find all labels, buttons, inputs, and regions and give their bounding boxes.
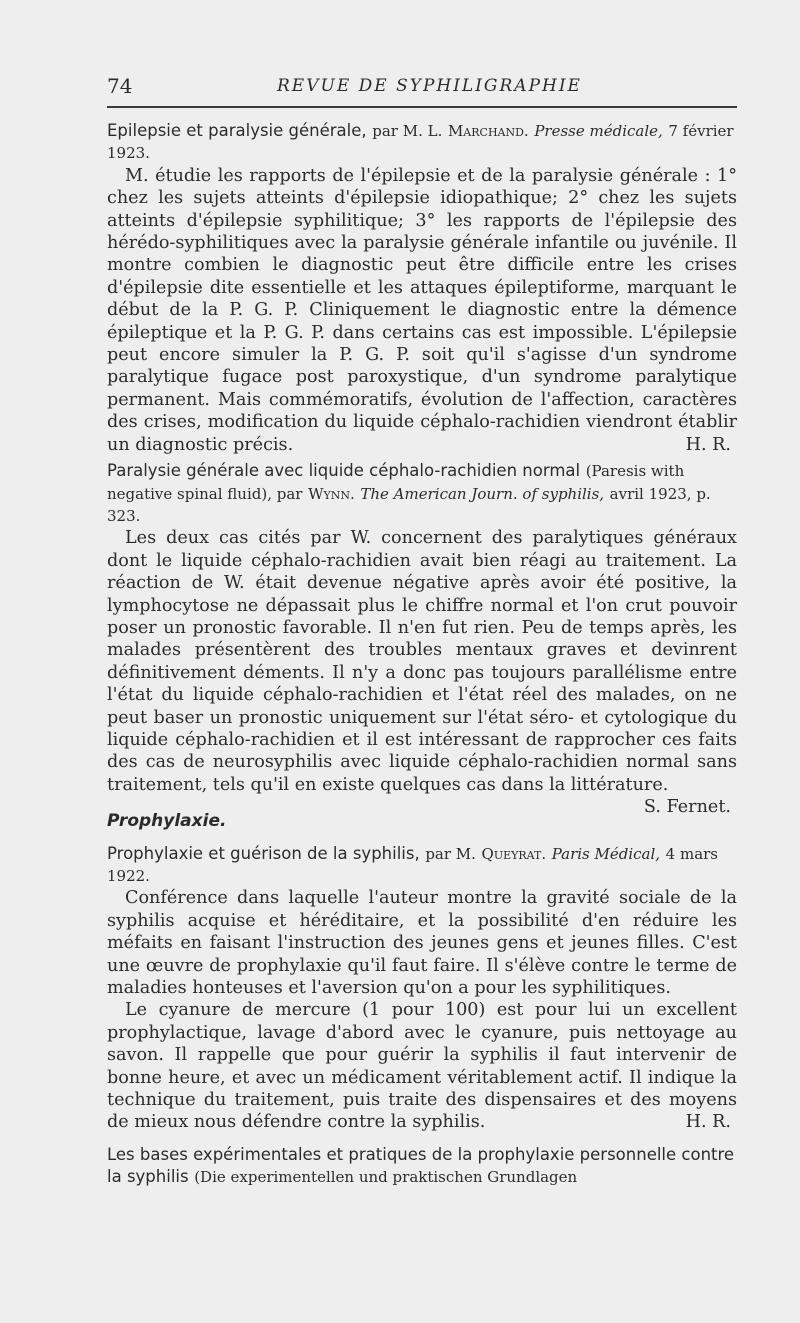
abstract-entry	[107, 1144, 737, 1189]
entry-signature: H. R.	[685, 434, 731, 455]
entry-paragraph	[107, 527, 737, 818]
page-number: 74	[107, 74, 133, 98]
entry-paragraph	[107, 999, 737, 1133]
entry-paragraph	[107, 165, 737, 456]
entry-author: Queyrat.	[481, 844, 547, 863]
page-body	[107, 120, 737, 1193]
abstract-entry	[107, 120, 737, 456]
entry-by: par M. L.	[372, 122, 443, 140]
entry-heading	[107, 460, 737, 527]
entry-heading	[107, 1144, 737, 1189]
paragraph-text: Les deux cas cités par W. concernent des paralytiques généraux dont le liquide céphalo-rachidien avait bien réagi au traitement. La réaction de W. était devenue négative après avoir été positive, la lymphocytose ne dépassait plus le chiffre normal et l'on crut pouvoir poser un pronostic favorable. Il n'en fut rien. Peu de temps après, les malades présentèrent des troubles mentaux graves et devinrent définitivement déments. Il n'y a donc pas toujours parallélisme entre l'état du liquide céphalo-rachidien et l'état réel des malades, on ne peut baser un pronostic uniquement sur l'état séro- et cytologique du liquide céphalo-rachidien et il est intéressant de rapprocher ces faits des cas de neurosyphilis avec liquide céphalo-rachidien normal sans traitement, tels qu'il en existe quelques cas dans la littérature.	[107, 528, 737, 795]
entry-author: Marchand.	[447, 122, 529, 140]
entry-title: Paralysie générale avec liquide céphalo-rachidien normal	[107, 461, 581, 481]
entry-signature: S. Fernet.	[643, 797, 731, 818]
entry-date: avril 1923, p. 323.	[107, 484, 711, 525]
entry-source: The American Journ. of syphilis,	[360, 484, 605, 503]
entry-heading	[107, 843, 737, 888]
abstract-entry	[107, 843, 737, 1134]
entry-by: par M.	[425, 844, 476, 863]
entry-date: 4 mars 1922.	[107, 844, 719, 885]
page-header	[107, 74, 737, 104]
entry-source: Paris Médical,	[551, 844, 661, 863]
paragraph-text: Le cyanure de mercure (1 pour 100) est pour lui un excellent prophylactique, lavage d'abord avec le cyanure, puis nettoyage au savon. Il rappelle que pour guérir la syphilis il faut intervenir de bonne heure, et avec un médicament véritablement actif. Il indique la technique du traitement, puis traite des dispensaires et des moyens de mieux nous défendre contre la syphilis.	[107, 1000, 737, 1133]
header-rule	[107, 106, 737, 108]
entry-by: (Die experimentellen und praktischen Grundlagen	[194, 1168, 578, 1187]
entry-date: 7 février 1923.	[107, 122, 734, 163]
abstract-entry	[107, 460, 737, 818]
entry-heading	[107, 120, 737, 165]
entry-title: Epilepsie et paralysie générale,	[107, 121, 367, 140]
entry-signature: H. R.	[685, 1112, 731, 1133]
entry-author: Wynn.	[308, 484, 355, 503]
paragraph-text: M. étudie les rapports de l'épilepsie et de la paralysie générale : 1° chez les sujets atteints d'épilepsie idiopathique; 2° chez les sujets atteints d'épilepsie syphilitique; 3° les rapports de l'épilepsie des hérédo-syphilitiques avec la paralysie générale infantile ou juvénile. Il montre combien le diagnostic peut être difficile entre les crises d'épilepsie dite essentielle et les attaques épileptiforme, marquant le début de la P. G. P. Cliniquement le diagnostic entre la démence épileptique et la P. G. P. dans certains cas est impossible. L'épilepsie peut encore simuler la P. G. P. soit qu'il s'agisse d'un syndrome paralytique fugace post paroxystique, d'un syndrome paralytique permanent. Mais commémoratifs, évolution de l'affection, caractères des crises, modification du liquide céphalo-rachidien viendront établir un diagnostic précis.	[107, 165, 737, 455]
entry-by: (Paresis with negative spinal fluid), par	[107, 462, 685, 503]
entry-title: Les bases expérimentales et pratiques de la prophylaxie personnelle contre la syphilis	[107, 1144, 735, 1187]
entry-paragraph: Conférence dans laquelle l'auteur montre la gravité sociale de la syphilis acquise et héréditaire, et la possibilité d'en réduire les méfaits en faisant l'instruction des jeunes gens et jeunes filles. C'est une œuvre de prophylaxie qu'il faut faire. Il s'élève contre le terme de maladies honteuses et l'aversion qu'on a pour les syphilitiques.	[107, 888, 737, 999]
entry-title: Prophylaxie et guérison de la syphilis,	[107, 843, 420, 863]
entry-source: Presse médicale,	[534, 122, 663, 140]
running-title: REVUE DE SYPHILIGRAPHIE	[277, 76, 582, 96]
section-title: Prophylaxie.	[107, 811, 227, 832]
